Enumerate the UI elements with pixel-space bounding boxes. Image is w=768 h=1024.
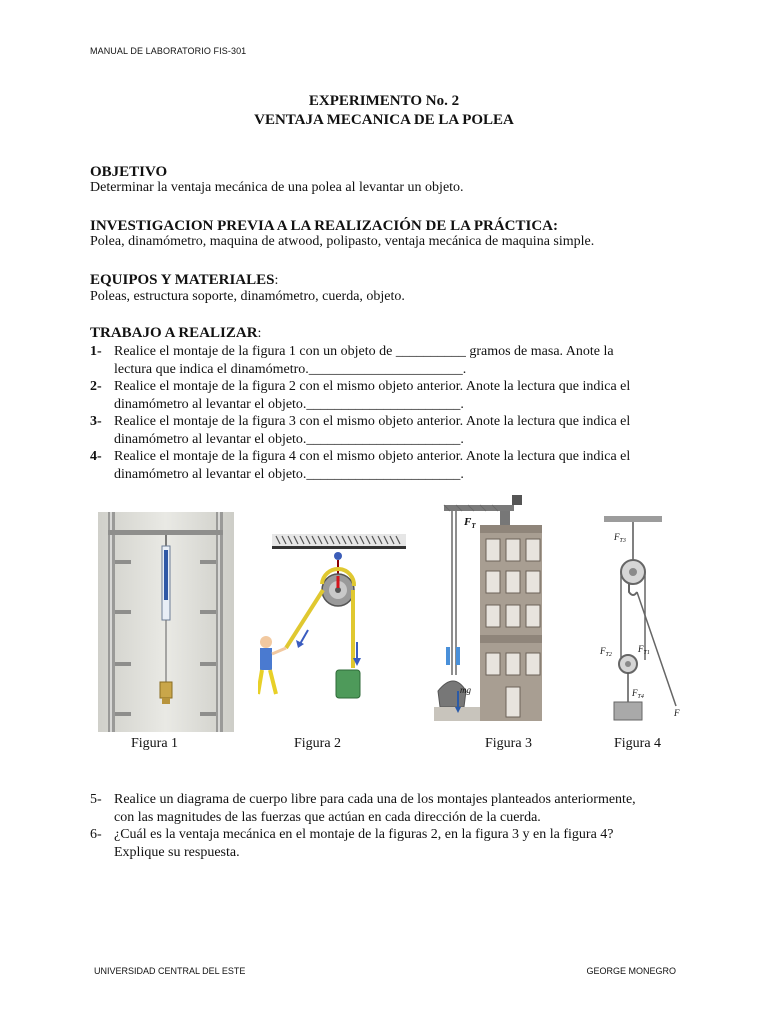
task-number: 4-	[90, 449, 102, 464]
section-trabajo	[90, 325, 261, 342]
footer-university: UNIVERSIDAD CENTRAL DEL ESTE	[94, 966, 246, 976]
task-text-cont: dinamómetro al levantar el objeto.______________________.	[114, 431, 464, 447]
task-item-3	[90, 413, 690, 448]
section-equipos	[90, 272, 405, 305]
running-header: MANUAL DE LABORATORIO FIS-301	[90, 46, 247, 56]
figure-1-caption: Figura 1	[131, 736, 179, 751]
question-item-5	[90, 791, 690, 826]
fig4-ft1-label: $F_{T1}$	[638, 644, 650, 656]
section-objetivo	[90, 164, 464, 196]
task-number: 2-	[90, 379, 102, 394]
question-text: ¿Cuál es la ventaja mecánica en el montaje de la figuras 2, en la figura 3 y en la figura 4?	[114, 827, 614, 842]
task-text-cont: lectura que indica el dinamómetro.______________________.	[114, 361, 467, 377]
figure-3-crane-building	[434, 495, 542, 731]
fig4-ft2-label: $F_{T2}$	[600, 646, 612, 658]
objetivo-heading: OBJETIVO	[90, 164, 168, 180]
objetivo-text: Determinar la ventaja mecánica de una polea al levantar un objeto.	[90, 180, 464, 195]
trabajo-heading: TRABAJO A REALIZAR	[90, 325, 258, 341]
task-list	[90, 343, 690, 483]
task-text: Realice el montaje de la figura 1 con un objeto de __________ gramos de masa. Anote la	[114, 344, 614, 359]
question-text-cont: con las magnitudes de las fuerzas que actúan en cada dirección de la cuerda.	[114, 809, 541, 825]
equipos-colon: :	[274, 273, 279, 288]
equipos-text: Poleas, estructura soporte, dinamómetro, cuerda, objeto.	[90, 289, 405, 304]
section-investigacion	[90, 218, 594, 250]
task-text: Realice el montaje de la figura 4 con el mismo objeto anterior. Anote la lectura que indica el	[114, 449, 631, 464]
experiment-title: VENTAJA MECANICA DE LA POLEA	[254, 112, 514, 128]
figure-2-caption: Figura 2	[294, 736, 342, 751]
question-list	[90, 791, 690, 861]
investigacion-text: Polea, dinamómetro, maquina de atwood, polipasto, ventaja mecánica de maquina simple.	[90, 234, 595, 249]
footer-author: GEORGE MONEGRO	[586, 966, 676, 976]
task-text: Realice el montaje de la figura 2 con el mismo objeto anterior. Anote la lectura que indica el	[114, 379, 631, 394]
fig3-force-label: $F_T$	[464, 516, 476, 530]
task-text-cont: dinamómetro al levantar el objeto.______________________.	[114, 466, 464, 482]
question-text: Realice un diagrama de cuerpo libre para cada una de los montajes planteados anteriormente,	[114, 792, 636, 807]
question-text-cont: Explique su respuesta.	[114, 844, 240, 860]
task-item-1	[90, 343, 690, 378]
equipos-heading: EQUIPOS Y MATERIALES	[90, 272, 275, 288]
task-item-4	[90, 448, 690, 483]
task-number: 3-	[90, 414, 102, 429]
fig3-weight-label: mg	[460, 685, 471, 695]
investigacion-heading: INVESTIGACION PREVIA A LA REALIZACIÓN DE LA PRÁCTICA:	[90, 218, 559, 234]
question-number: 5-	[90, 792, 102, 807]
fig4-ft3-label: $F_{T3}$	[614, 532, 626, 544]
experiment-number: EXPERIMENTO No. 2	[308, 93, 460, 109]
trabajo-colon: :	[257, 326, 262, 341]
figure-4-compound-pulley	[598, 512, 688, 724]
figure-1-dynamometer-photo	[98, 512, 234, 732]
question-number: 6-	[90, 827, 102, 842]
task-item-2	[90, 378, 690, 413]
fig4-f-label: F	[674, 708, 680, 718]
figure-3-caption: Figura 3	[485, 736, 533, 751]
figure-2-pulley-drawing	[258, 530, 408, 730]
question-item-6	[90, 826, 690, 861]
task-number: 1-	[90, 344, 102, 359]
task-text-cont: dinamómetro al levantar el objeto.______________________.	[114, 396, 464, 412]
figure-4-caption: Figura 4	[614, 736, 662, 751]
task-text: Realice el montaje de la figura 3 con el mismo objeto anterior. Anote la lectura que indica el	[114, 414, 631, 429]
fig4-ft4-label: $F_{T4}$	[632, 688, 644, 700]
